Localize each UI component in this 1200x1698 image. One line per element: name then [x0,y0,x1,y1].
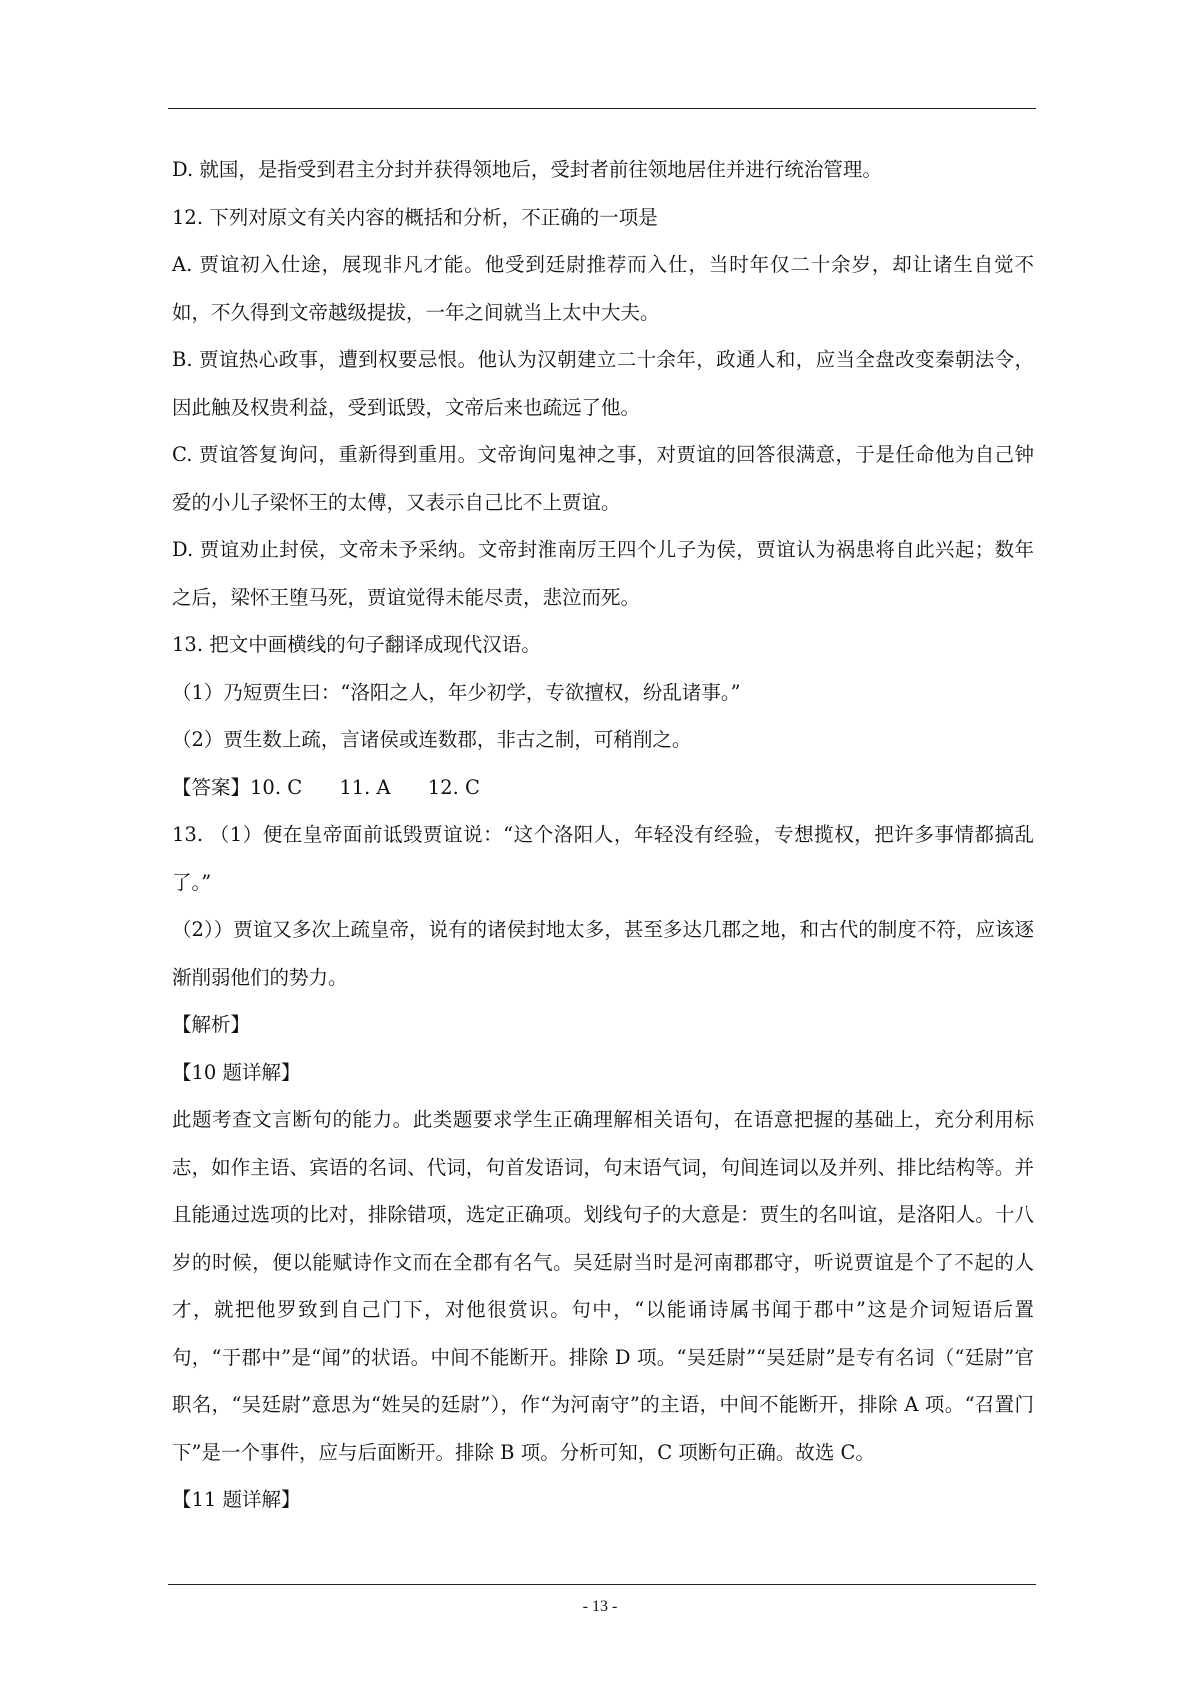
question-13-part-2: （2）贾生数上疏，言诸侯或连数郡，非古之制，可稍削之。 [172,728,692,751]
option-c-q12: C. 贾谊答复询问，重新得到重用。文帝询问鬼神之事，对贾谊的回答很满意，于是任命他为自己钟爱的小儿子梁怀王的太傅，又表示自己比不上贾谊。 [172,443,1034,514]
option-d-q12: D. 贾谊劝止封侯，文帝未予采纳。文帝封淮南厉王四个儿子为侯，贾谊认为祸患将自此兴起；数年之后，梁怀王堕马死，贾谊觉得未能尽责，悲泣而死。 [172,538,1034,609]
option-d-q11: D. 就国，是指受到君主分封并获得领地后，受封者前往领地居住并进行统治管理。 [172,158,882,181]
document-body [172,146,1034,1524]
question-13: 13. 把文中画横线的句子翻译成现代汉语。 [172,633,541,656]
answer-13-part-2: （2））贾谊又多次上疏皇帝，说有的诸侯封地太多，甚至多达几郡之地，和古代的制度不符，应该逐渐削弱他们的势力。 [172,918,1034,989]
question-12: 12. 下列对原文有关内容的概括和分析，不正确的一项是 [172,205,658,229]
answer-key: 【答案】10. C 11. A 12. C [172,775,480,799]
question-13-part-1: （1）乃短贾生曰：“洛阳之人，年少初学，专欲擅权，纷乱诸事。” [172,680,741,704]
q10-detail-text: 此题考查文言断句的能力。此类题要求学生正确理解相关语句，在语意把握的基础上，充分利用标志，如作主语、宾语的名词、代词，句首发语词，句末语气词，句间连词以及并列、排比结构等。并且能通过选项的比对，排除错项，选定正确项。划线句子的大意是：贾生的名叫谊，是洛阳人。十八岁的时候，便以能赋诗作文而在全郡有名气。吴廷尉当时是河南郡郡守，听说贾谊是个了不起的人才，就把他罗致到自己门下，对他很赏识。句中，“以能诵诗属书闻于郡中”这是介词短语后置句，“于郡中”是“闻”的状语。中间不能断开。排除 D 项。“吴廷尉”“吴廷尉”是专有名词（“廷尉”官职名，“吴廷尉”意思为“姓吴的廷尉”），作“为河南守”的主语，中间不能断开，排除 A 项。“召置门下”是一个事件，应与后面断开。排除 B 项。分析可知，C 项断句正确。故选 C。 [172,1108,1034,1464]
option-b-q12: B. 贾谊热心政事，遭到权要忌恨。他认为汉朝建立二十余年，政通人和，应当全盘改变秦朝法令，因此触及权贵利益，受到诋毁，文帝后来也疏远了他。 [172,348,1034,419]
header-rule [168,108,1036,109]
q11-detail-heading: 【11 题详解】 [172,1488,301,1511]
footer-rule [168,1584,1036,1585]
q10-detail-heading: 【10 题详解】 [172,1060,301,1084]
answer-13-part-1: 13. （1）便在皇帝面前诋毁贾谊说：“这个洛阳人，年轻没有经验，专想揽权，把许多事情都搞乱了。” [172,823,1034,894]
option-a-q12: A. 贾谊初入仕途，展现非凡才能。他受到廷尉推荐而入仕，当时年仅二十余岁，却让诸生自觉不如，不久得到文帝越级提拔，一年之间就当上太中大夫。 [172,253,1034,324]
analysis-heading: 【解析】 [172,1013,251,1036]
page-number: - 13 - [582,1598,618,1615]
